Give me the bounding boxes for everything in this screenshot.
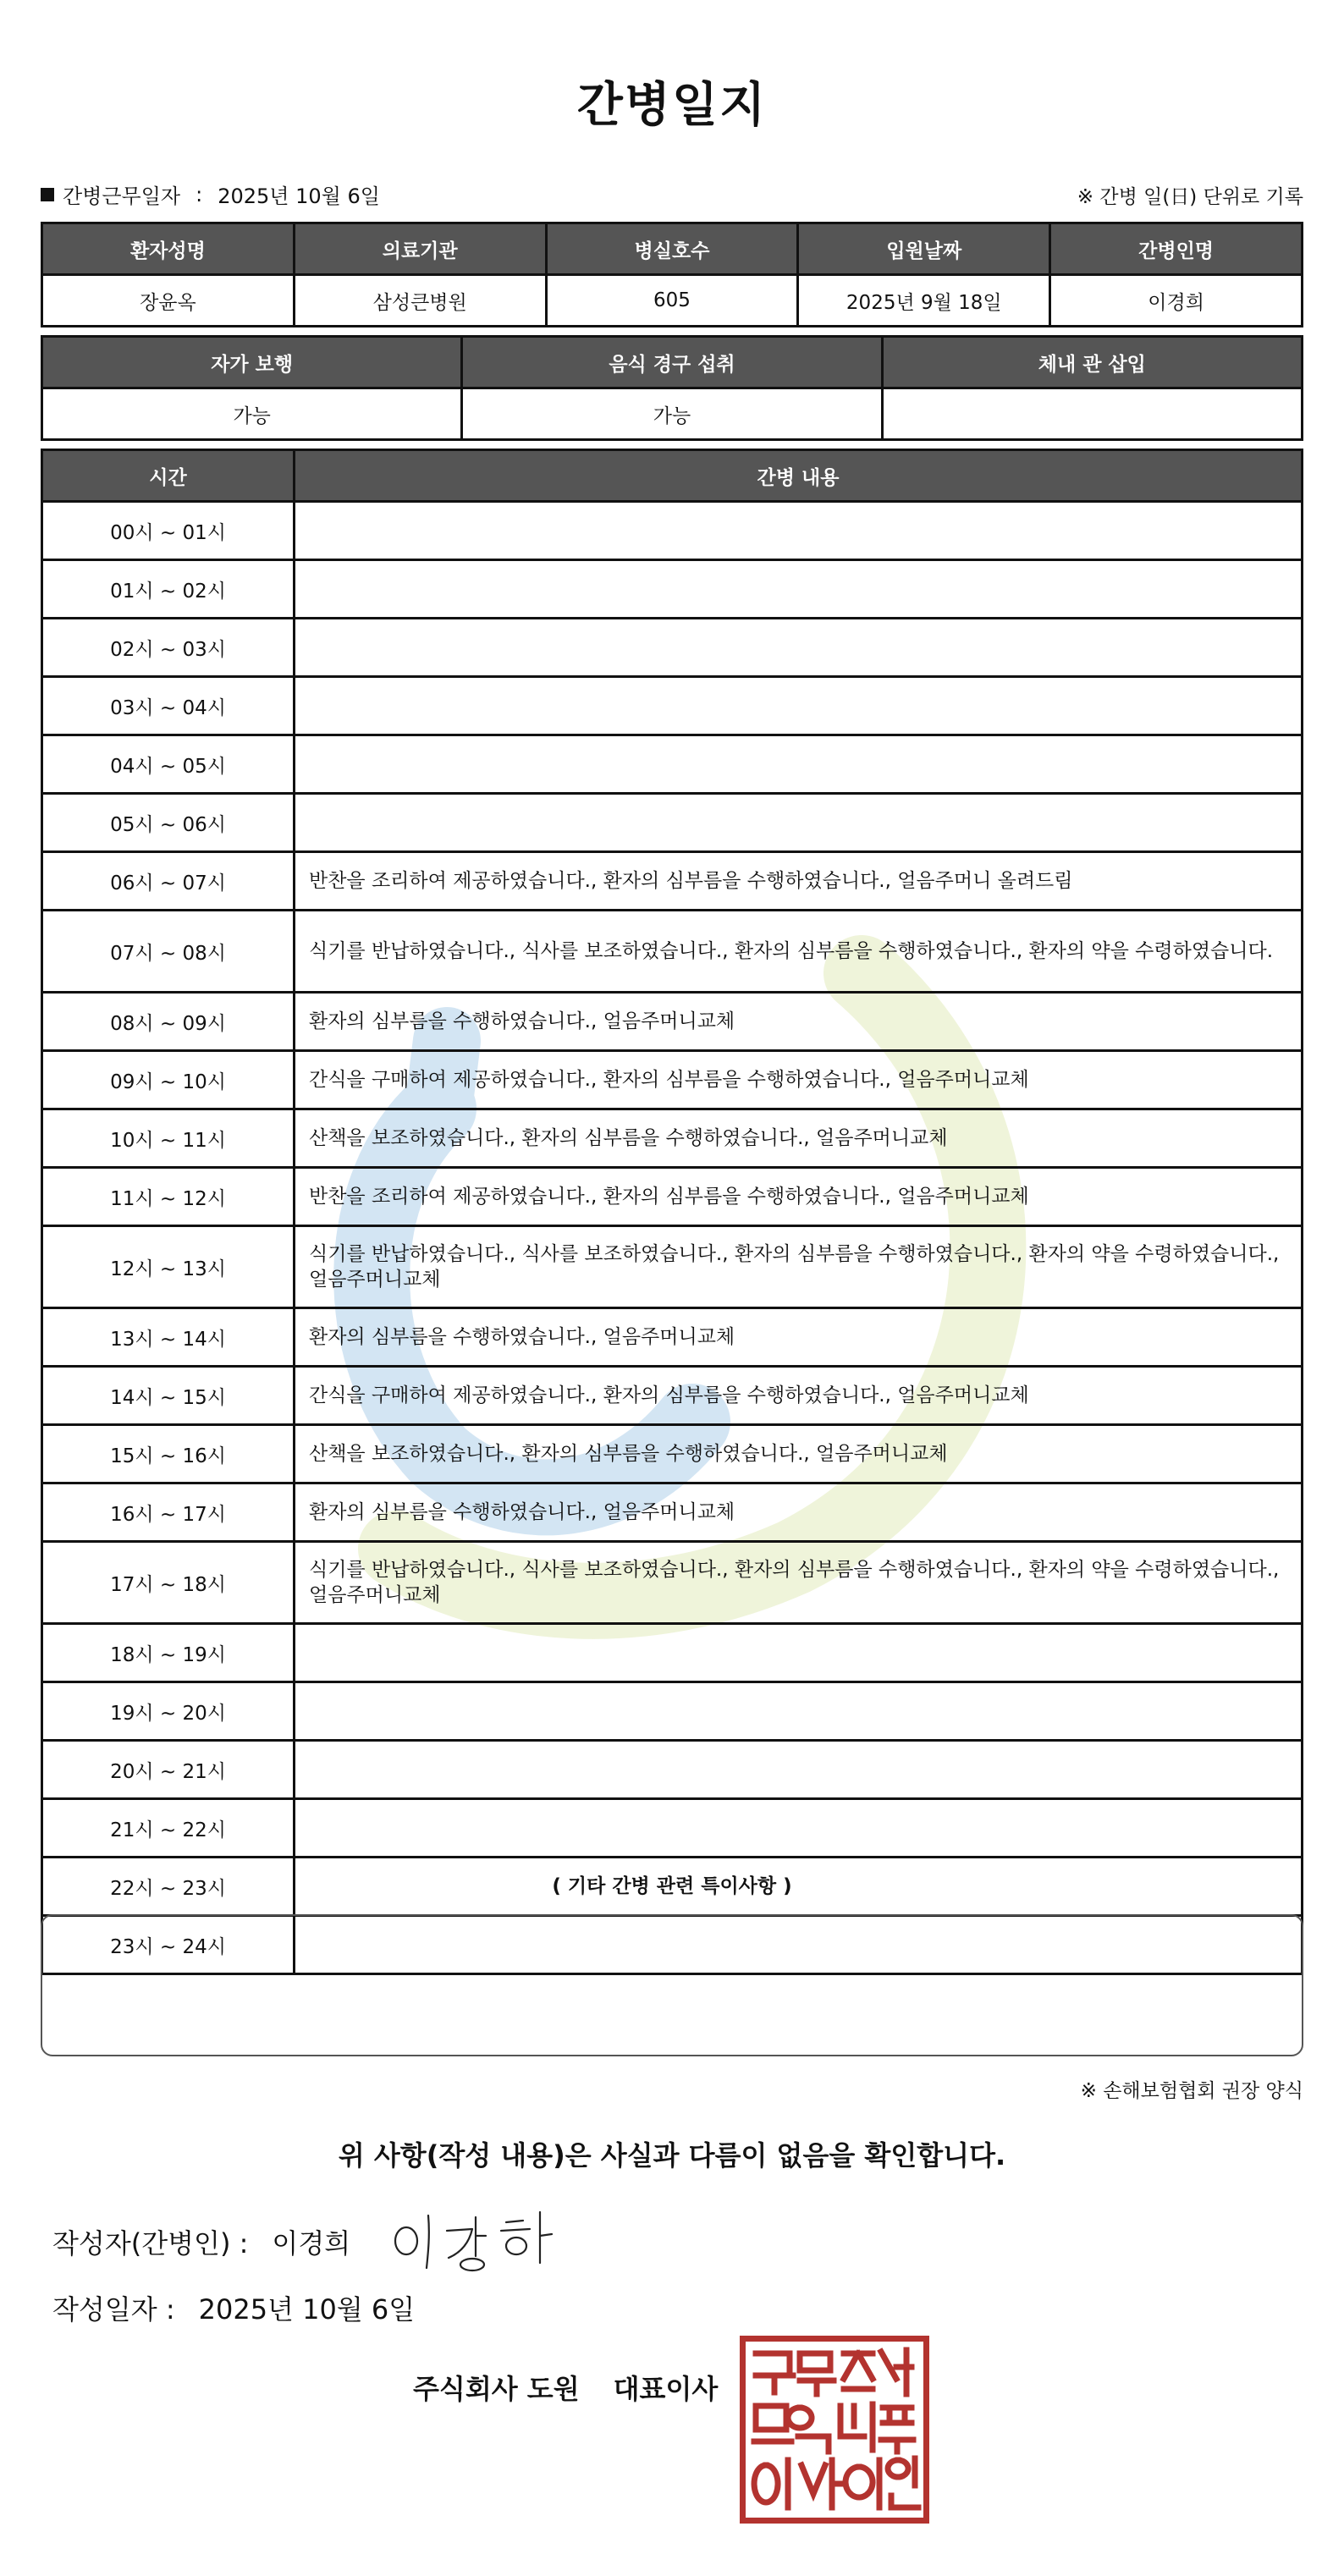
table-row (42, 911, 1303, 993)
table-row (42, 1109, 1303, 1168)
log-content-cell (295, 1682, 1303, 1741)
log-header-row (42, 450, 1303, 502)
patient-status-value-row (42, 388, 1303, 440)
room-number-value: 605 (546, 275, 798, 327)
log-content-cell: 반찬을 조리하여 제공하였습니다., 환자의 심부름을 수행하였습니다., 얼음주머니 올려드림 (295, 852, 1303, 911)
log-content-cell (295, 502, 1303, 560)
header-patient-name: 환자성명 (42, 223, 295, 275)
header-care-content: 간병 내용 (295, 450, 1303, 502)
log-content-cell: 산책을 보조하였습니다., 환자의 심부름을 수행하였습니다., 얼음주머니교체 (295, 1425, 1303, 1483)
log-content-cell: 식기를 반납하였습니다., 식사를 보조하였습니다., 환자의 심부름을 수행하였습니다., 환자의 약을 수령하였습니다., 얼음주머니교체 (295, 1226, 1303, 1308)
log-time-cell: 20시 ~ 21시 (42, 1741, 295, 1799)
company-representative-title: 대표이사 (613, 2373, 719, 2405)
log-time-cell: 13시 ~ 14시 (42, 1308, 295, 1367)
table-row (42, 1308, 1303, 1367)
work-date-separator: : (196, 182, 203, 206)
page-title: 간병일지 (576, 78, 768, 133)
log-time-cell: 03시 ~ 04시 (42, 677, 295, 735)
log-time-cell: 18시 ~ 19시 (42, 1624, 295, 1682)
written-date-value: 2025년 10월 6일 (198, 2293, 416, 2326)
table-row (42, 560, 1303, 619)
log-time-cell: 09시 ~ 10시 (42, 1051, 295, 1109)
log-time-cell: 06시 ~ 07시 (42, 852, 295, 911)
patient-status-table (41, 335, 1303, 441)
log-content-cell (295, 677, 1303, 735)
log-time-cell: 10시 ~ 11시 (42, 1109, 295, 1168)
work-date-line (41, 179, 380, 209)
log-content-cell (295, 735, 1303, 794)
hospital-value: 삼성큰병원 (294, 275, 546, 327)
notes-caption: ( 기타 간병 관련 특이사항 ) (552, 1875, 792, 1897)
table-row (42, 1168, 1303, 1226)
company-name: 주식회사 도원 (413, 2373, 580, 2405)
caregiver-name-value: 이경희 (1050, 275, 1303, 327)
log-time-cell: 01시 ~ 02시 (42, 560, 295, 619)
tube-insertion-value (882, 388, 1302, 440)
log-time-cell: 00시 ~ 01시 (42, 502, 295, 560)
table-row (42, 993, 1303, 1051)
header-hospital: 의료기관 (294, 223, 546, 275)
log-time-cell: 05시 ~ 06시 (42, 794, 295, 852)
square-bullet-icon (41, 188, 54, 201)
log-time-cell: 07시 ~ 08시 (42, 911, 295, 993)
table-row (42, 619, 1303, 677)
log-content-cell (295, 1624, 1303, 1682)
table-row (42, 1483, 1303, 1542)
table-row (42, 502, 1303, 560)
daily-record-note: ※ 간병 일(日) 단위로 기록 (1077, 186, 1303, 208)
patient-name-value: 장윤옥 (42, 275, 295, 327)
header-self-walking: 자가 보행 (42, 337, 462, 388)
admission-date-value: 2025년 9월 18일 (798, 275, 1050, 327)
log-content-cell: 산책을 보조하였습니다., 환자의 심부름을 수행하였습니다., 얼음주머니교체 (295, 1109, 1303, 1168)
special-notes-box (41, 1914, 1303, 2056)
log-time-cell: 12시 ~ 13시 (42, 1226, 295, 1308)
log-rows (42, 502, 1303, 1974)
table-row (42, 1624, 1303, 1682)
log-time-cell: 21시 ~ 22시 (42, 1799, 295, 1858)
log-content-cell: 식기를 반납하였습니다., 식사를 보조하였습니다., 환자의 심부름을 수행하였습니다., 환자의 약을 수령하였습니다., 얼음주머니교체 (295, 1542, 1303, 1624)
work-date-label: 간병근무일자 (63, 184, 181, 208)
log-time-cell: 15시 ~ 16시 (42, 1425, 295, 1483)
table-row (42, 1682, 1303, 1741)
log-content-cell (295, 560, 1303, 619)
log-time-cell: 14시 ~ 15시 (42, 1367, 295, 1425)
confirmation-statement: 위 사항(작성 내용)은 사실과 다름이 없음을 확인합니다. (338, 2139, 1006, 2171)
patient-info-header-row (42, 223, 1303, 275)
written-date-label: 작성일자 : (52, 2293, 175, 2326)
patient-info-table (41, 222, 1303, 328)
table-row (42, 1226, 1303, 1308)
log-content-cell: 식기를 반납하였습니다., 식사를 보조하였습니다., 환자의 심부름을 수행하였습니다., 환자의 약을 수령하였습니다. (295, 911, 1303, 993)
author-label: 작성자(간병인) : (52, 2227, 249, 2260)
table-row (42, 852, 1303, 911)
work-date-value: 2025년 10월 6일 (218, 184, 380, 208)
log-content-cell: 환자의 심부름을 수행하였습니다., 얼음주머니교체 (295, 993, 1303, 1051)
log-time-cell: 08시 ~ 09시 (42, 993, 295, 1051)
log-content-cell: 환자의 심부름을 수행하였습니다., 얼음주머니교체 (295, 1308, 1303, 1367)
log-time-cell: 23시 ~ 24시 (42, 1916, 295, 1974)
author-name: 이경희 (272, 2227, 351, 2260)
handwritten-signature (388, 2197, 582, 2273)
form-source-note: ※ 손해보험협회 권장 양식 (1080, 2080, 1303, 2102)
log-content-cell: 반찬을 조리하여 제공하였습니다., 환자의 심부름을 수행하였습니다., 얼음주머니교체 (295, 1168, 1303, 1226)
log-time-cell: 19시 ~ 20시 (42, 1682, 295, 1741)
header-time: 시간 (42, 450, 295, 502)
header-room-number: 병실호수 (546, 223, 798, 275)
table-row (42, 794, 1303, 852)
table-row (42, 735, 1303, 794)
log-time-cell: 22시 ~ 23시 (42, 1858, 295, 1916)
patient-info-value-row (42, 275, 1303, 327)
company-seal-stamp (740, 2336, 929, 2524)
log-content-cell (295, 794, 1303, 852)
log-content-cell: 환자의 심부름을 수행하였습니다., 얼음주머니교체 (295, 1483, 1303, 1542)
author-line (52, 2222, 350, 2261)
log-time-cell: 17시 ~ 18시 (42, 1542, 295, 1624)
header-admission-date: 입원날짜 (798, 223, 1050, 275)
table-row (42, 1542, 1303, 1624)
table-row (42, 677, 1303, 735)
table-row (42, 1799, 1303, 1858)
header-caregiver-name: 간병인명 (1050, 223, 1303, 275)
log-time-cell: 04시 ~ 05시 (42, 735, 295, 794)
header-oral-intake: 음식 경구 섭취 (462, 337, 882, 388)
log-time-cell: 02시 ~ 03시 (42, 619, 295, 677)
log-content-cell (295, 1741, 1303, 1799)
log-content-cell: 간식을 구매하여 제공하였습니다., 환자의 심부름을 수행하였습니다., 얼음주머니교체 (295, 1051, 1303, 1109)
log-time-cell: 16시 ~ 17시 (42, 1483, 295, 1542)
header-tube-insertion: 체내 관 삽입 (882, 337, 1302, 388)
table-row (42, 1425, 1303, 1483)
self-walking-value: 가능 (42, 388, 462, 440)
log-content-cell (295, 619, 1303, 677)
log-content-cell: 간식을 구매하여 제공하였습니다., 환자의 심부름을 수행하였습니다., 얼음주머니교체 (295, 1367, 1303, 1425)
table-row (42, 1741, 1303, 1799)
hourly-care-log-table (41, 449, 1303, 1975)
log-time-cell: 11시 ~ 12시 (42, 1168, 295, 1226)
patient-status-header-row (42, 337, 1303, 388)
written-date-line (52, 2288, 415, 2327)
table-row (42, 1367, 1303, 1425)
table-row (42, 1051, 1303, 1109)
oral-intake-value: 가능 (462, 388, 882, 440)
company-line (413, 2368, 718, 2407)
log-content-cell (295, 1799, 1303, 1858)
